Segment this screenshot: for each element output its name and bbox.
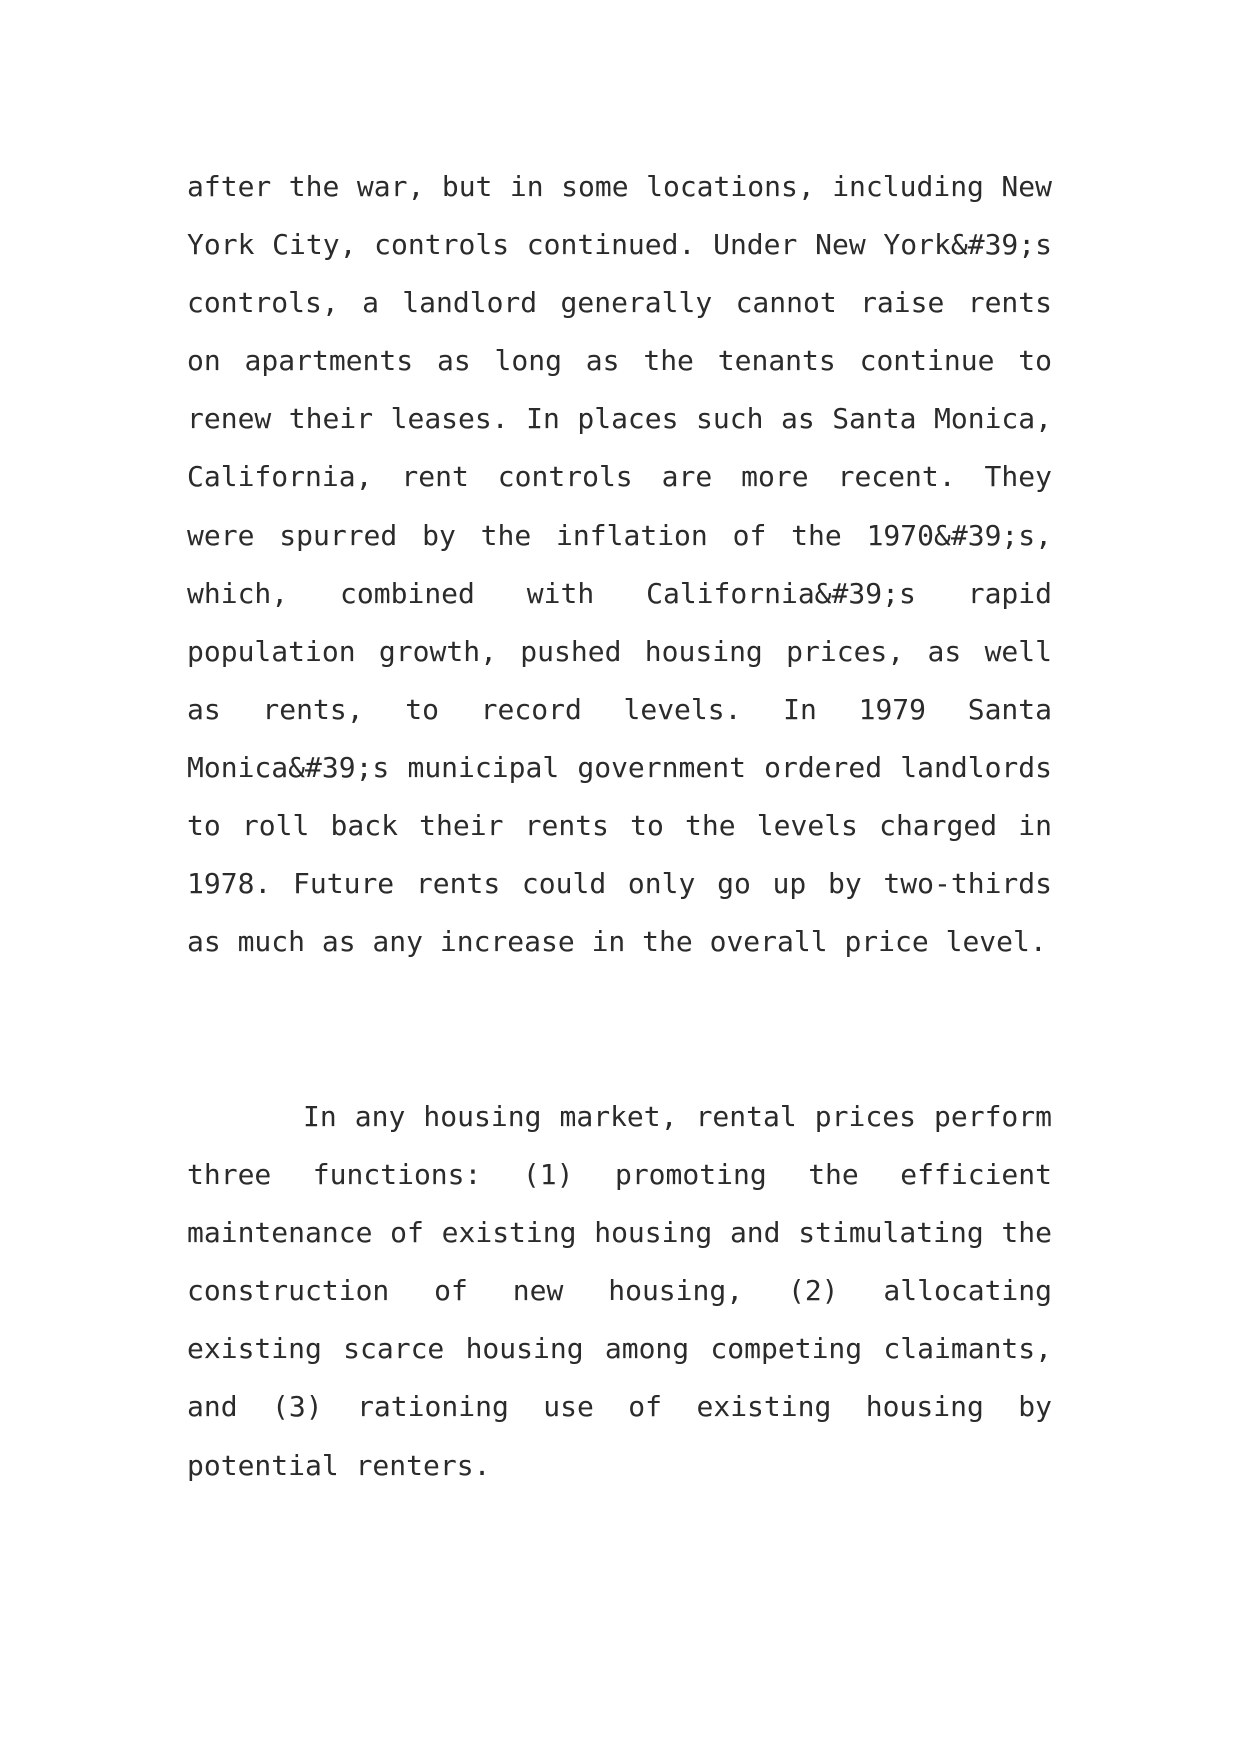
- paragraph-line: In any housing market, rental prices perform: [303, 1100, 1052, 1133]
- paragraph-line: were spurred by the inflation of the 1970&#39;s,: [187, 518, 1052, 552]
- paragraph-line: as much as any increase in the overall price level.: [187, 925, 1047, 959]
- paragraph-line: three functions: (1) promoting the efficient: [187, 1158, 1052, 1192]
- paragraph-line: after the war, but in some locations, including New: [187, 170, 1052, 203]
- paragraph-2: [187, 1088, 1052, 1495]
- paragraph-line: construction of new housing, (2) allocating: [187, 1274, 1052, 1308]
- paragraph-line: 1978. Future rents could only go up by two-thirds: [187, 867, 1052, 901]
- paragraph-line: renew their leases. In places such as Santa Monica,: [187, 402, 1052, 436]
- paragraph-line: maintenance of existing housing and stimulating the: [187, 1216, 1052, 1250]
- paragraph-line: population growth, pushed housing prices, as well: [187, 634, 1052, 668]
- paragraph-1: [187, 158, 1052, 971]
- paragraph-line: existing scarce housing among competing claimants,: [187, 1332, 1052, 1366]
- paragraph-line: on apartments as long as the tenants continue to: [187, 344, 1052, 378]
- paragraph-line: York City, controls continued. Under New York&#39;s: [187, 228, 1052, 262]
- paragraph-line: California, rent controls are more recent. They: [187, 460, 1052, 494]
- paragraph-line: controls, a landlord generally cannot raise rents: [187, 286, 1052, 320]
- paragraph-line: Monica&#39;s municipal government ordered landlords: [187, 750, 1052, 784]
- paragraph-line: to roll back their rents to the levels charged in: [187, 809, 1052, 843]
- paragraph-line: and (3) rationing use of existing housing by: [187, 1390, 1052, 1424]
- paragraph-line: as rents, to record levels. In 1979 Santa: [187, 692, 1052, 726]
- paragraph-line: potential renters.: [187, 1448, 491, 1482]
- paragraph-line: which, combined with California&#39;s rapid: [187, 576, 1052, 610]
